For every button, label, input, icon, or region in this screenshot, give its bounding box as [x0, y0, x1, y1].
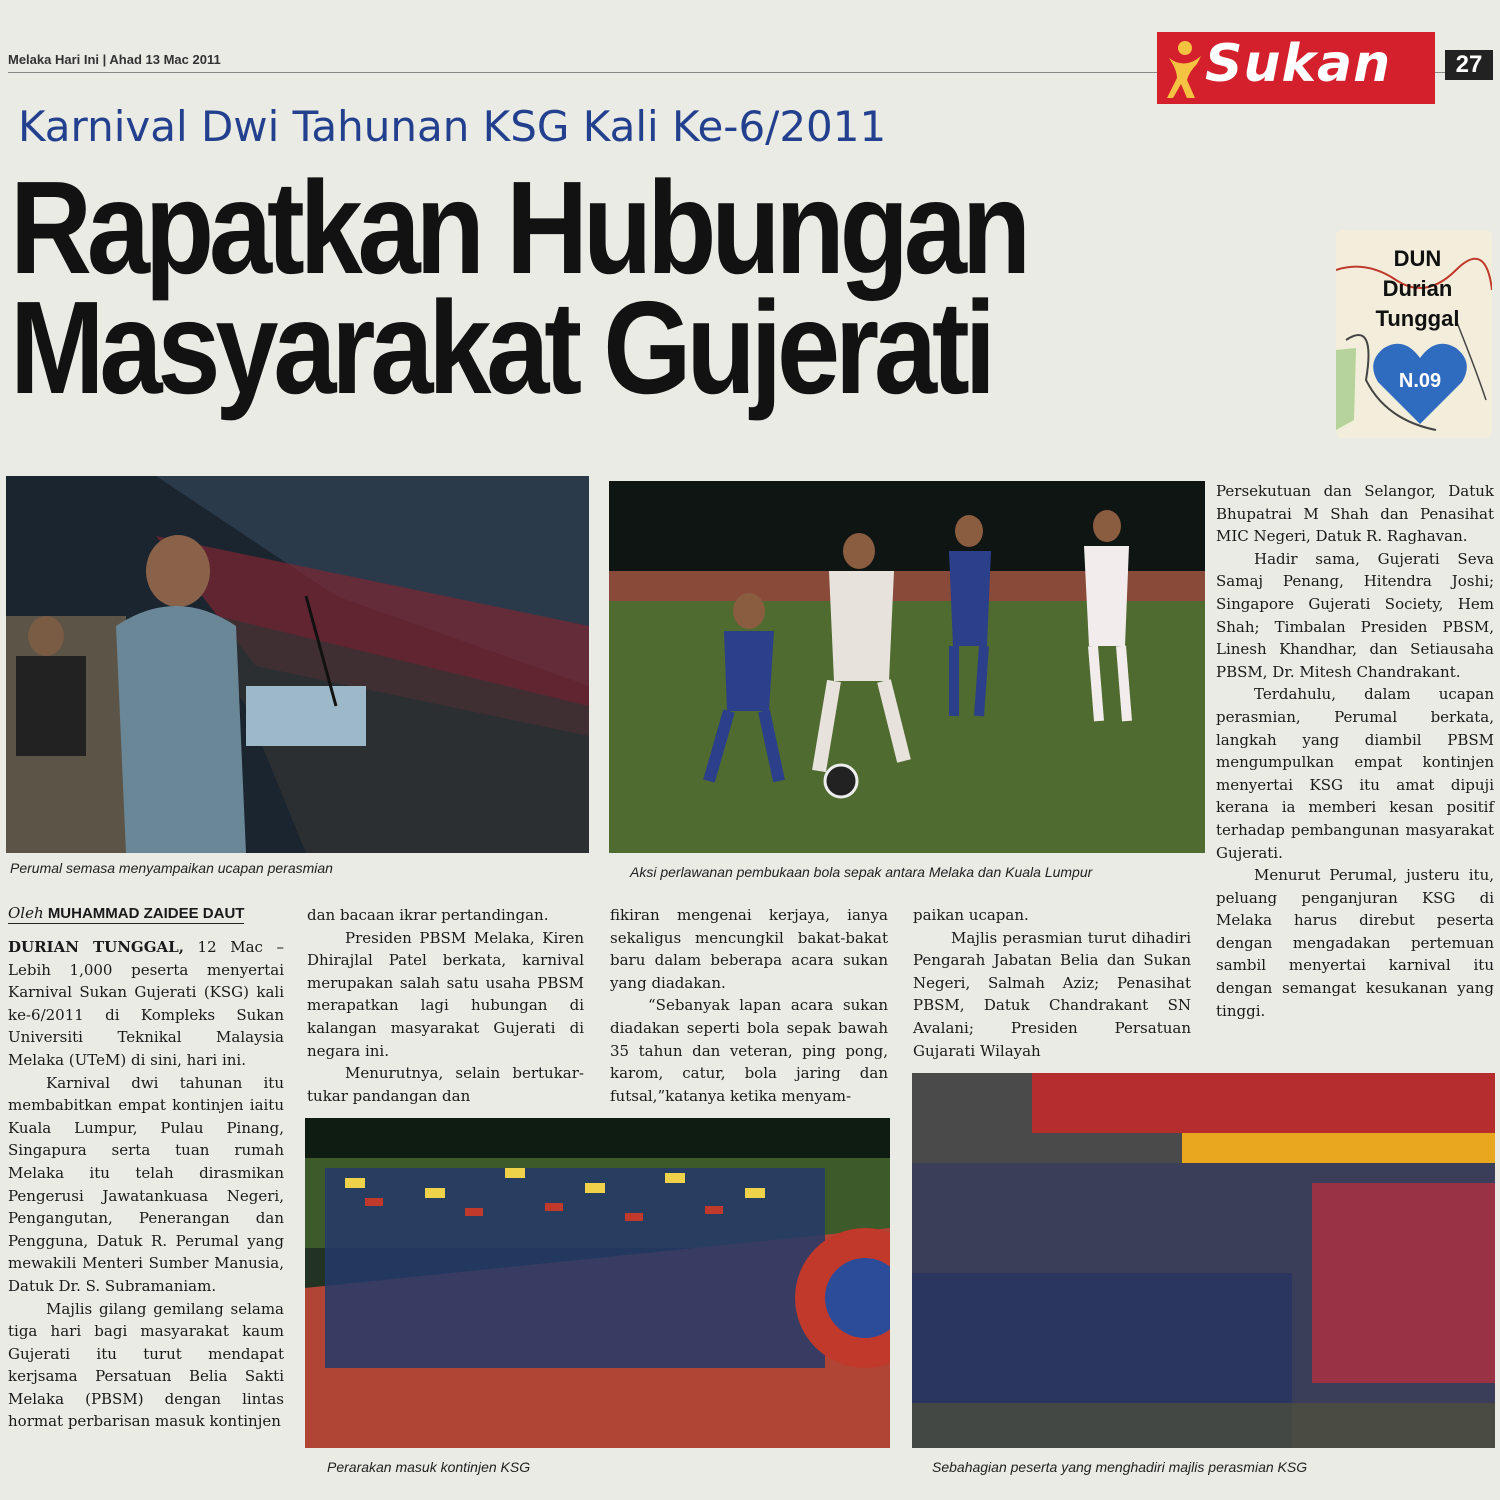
dateline-place: DURIAN TUNGGAL,	[8, 938, 184, 956]
article-column-5	[1216, 480, 1494, 1022]
dun-line-1: DUN	[1393, 246, 1442, 271]
page-number: 27	[1445, 50, 1493, 80]
caption-photo1: Perumal semasa menyampaikan ucapan perasmian	[10, 860, 333, 876]
caption-photo4: Sebahagian peserta yang menghadiri majlis perasmian KSG	[932, 1459, 1308, 1475]
article-column-4	[913, 904, 1191, 1062]
dateline-header: Melaka Hari Ini | Ahad 13 Mac 2011	[8, 52, 221, 67]
article-headline	[10, 154, 1026, 421]
paragraph: Majlis gilang gemilang selama tiga hari bagi masyarakat kaum Gujerati itu turut mendapat kerjsama Persatuan Belia Sakti Melaka (PBSM) dengan lintas hormat perbarisan masuk kontinjen	[8, 1299, 284, 1431]
article-kicker: Karnival Dwi Tahunan KSG Kali Ke-6/2011	[18, 102, 887, 151]
constituency-code: N.09	[1398, 370, 1442, 392]
paragraph: “Sebanyak lapan acara sukan diadakan seperti bola sepak bawah 35 tahun dan veteran, ping pong, karom, catur, bola jaring dan futsal,”katanya ketika menyam-	[610, 996, 888, 1105]
paragraph: Menurut Perumal, justeru itu, peluang penganjuran KSG di Melaka harus direbut peserta dengan mengadakan pertemuan sambil menyertai karnival itu dengan semangat kesukanan yang tinggi.	[1216, 866, 1494, 1020]
article-column-1	[8, 936, 284, 1433]
byline-author: MUHAMMAD ZAIDEE DAUT	[47, 905, 245, 922]
photo-parade	[305, 1118, 890, 1448]
photo-crowd	[912, 1073, 1495, 1448]
paragraph-lead	[8, 936, 284, 1072]
dun-line-3: Tunggal	[1375, 306, 1460, 331]
athlete-logo-icon	[1165, 36, 1205, 100]
paragraph: Majlis perasmian turut dihadiri Pengarah Jabatan Belia dan Sukan Negeri, Salmah Aziz; Penasihat PBSM, Datuk Chandrakant SN Avalani; Presiden Persatuan Gujarati Wilayah	[913, 928, 1191, 1060]
article-column-3	[610, 904, 888, 1107]
paragraph: Presiden PBSM Melaka, Kiren Dhirajlal Patel berkata, karnival merupakan salah satu usaha PBSM merapatkan lagi hubungan di kalangan masyarakat Gujerati di negara ini.	[307, 928, 584, 1060]
paragraph: fikiran mengenai kerjaya, ianya sekaligus mencungkil bakat-bakat baru dalam beberapa acara sukan yang diadakan.	[610, 906, 888, 992]
dun-line-2: Durian	[1382, 276, 1453, 301]
paragraph: Hadir sama, Gujerati Seva Samaj Penang, Hitendra Joshi; Singapore Gujerati Society, Hem Shah; Timbalan Presiden PBSM, Linesh Khandhar, dan Setiausaha PBSM, Dr. Mitesh Chandrakant.	[1216, 549, 1494, 681]
headline-line-2: Masyarakat Gujerati	[10, 274, 991, 421]
section-title: Sukan	[1205, 34, 1392, 94]
paragraph: Persekutuan dan Selangor, Datuk Bhupatrai M Shah dan Penasihat MIC Negeri, Datuk R. Raghavan.	[1216, 482, 1494, 546]
byline-prefix: Oleh	[8, 904, 44, 922]
paragraph: Menurutnya, selain bertukar-tukar pandangan dan	[307, 1064, 584, 1105]
dun-label	[1350, 244, 1485, 334]
photo-football	[609, 481, 1205, 853]
byline	[8, 904, 244, 924]
paragraph: paikan ucapan.	[913, 906, 1029, 924]
caption-photo2: Aksi perlawanan pembukaan bola sepak antara Melaka dan Kuala Lumpur	[630, 864, 1093, 880]
paragraph-lead-text: 12 Mac – Lebih 1,000 peserta menyertai Karnival Sukan Gujerati (KSG) kali ke-6/2011 di Kompleks Sukan Universiti Teknikal Malaysia Melaka (UTeM) di sini, hari ini.	[8, 938, 285, 1069]
headline-line-1: Rapatkan Hubungan	[10, 154, 1026, 301]
photo-speaker	[6, 476, 589, 853]
paragraph: Karnival dwi tahunan itu membabitkan empat kontinjen iaitu Kuala Lumpur, Pulau Pinang, Singapura serta tuan rumah Melaka itu telah dirasmikan Pengerusi Jawatankuasa Negeri, Pengangutan, Penerangan dan Pengguna, Datuk R. Perumal yang mewakili Menteri Sumber Manusia, Datuk Dr. S. Subramaniam.	[8, 1073, 284, 1295]
paragraph: dan bacaan ikrar pertandingan.	[307, 906, 549, 924]
article-column-2	[307, 904, 584, 1107]
paragraph: Terdahulu, dalam ucapan perasmian, Perumal berkata, langkah yang diambil PBSM mengumpulkan empat kontinjen menyertai KSG itu amat dipuji kerana ia memberi kesan positif terhadap pembangunan masyarakat Gujerati.	[1216, 685, 1494, 862]
caption-photo3: Perarakan masuk kontinjen KSG	[327, 1459, 531, 1475]
